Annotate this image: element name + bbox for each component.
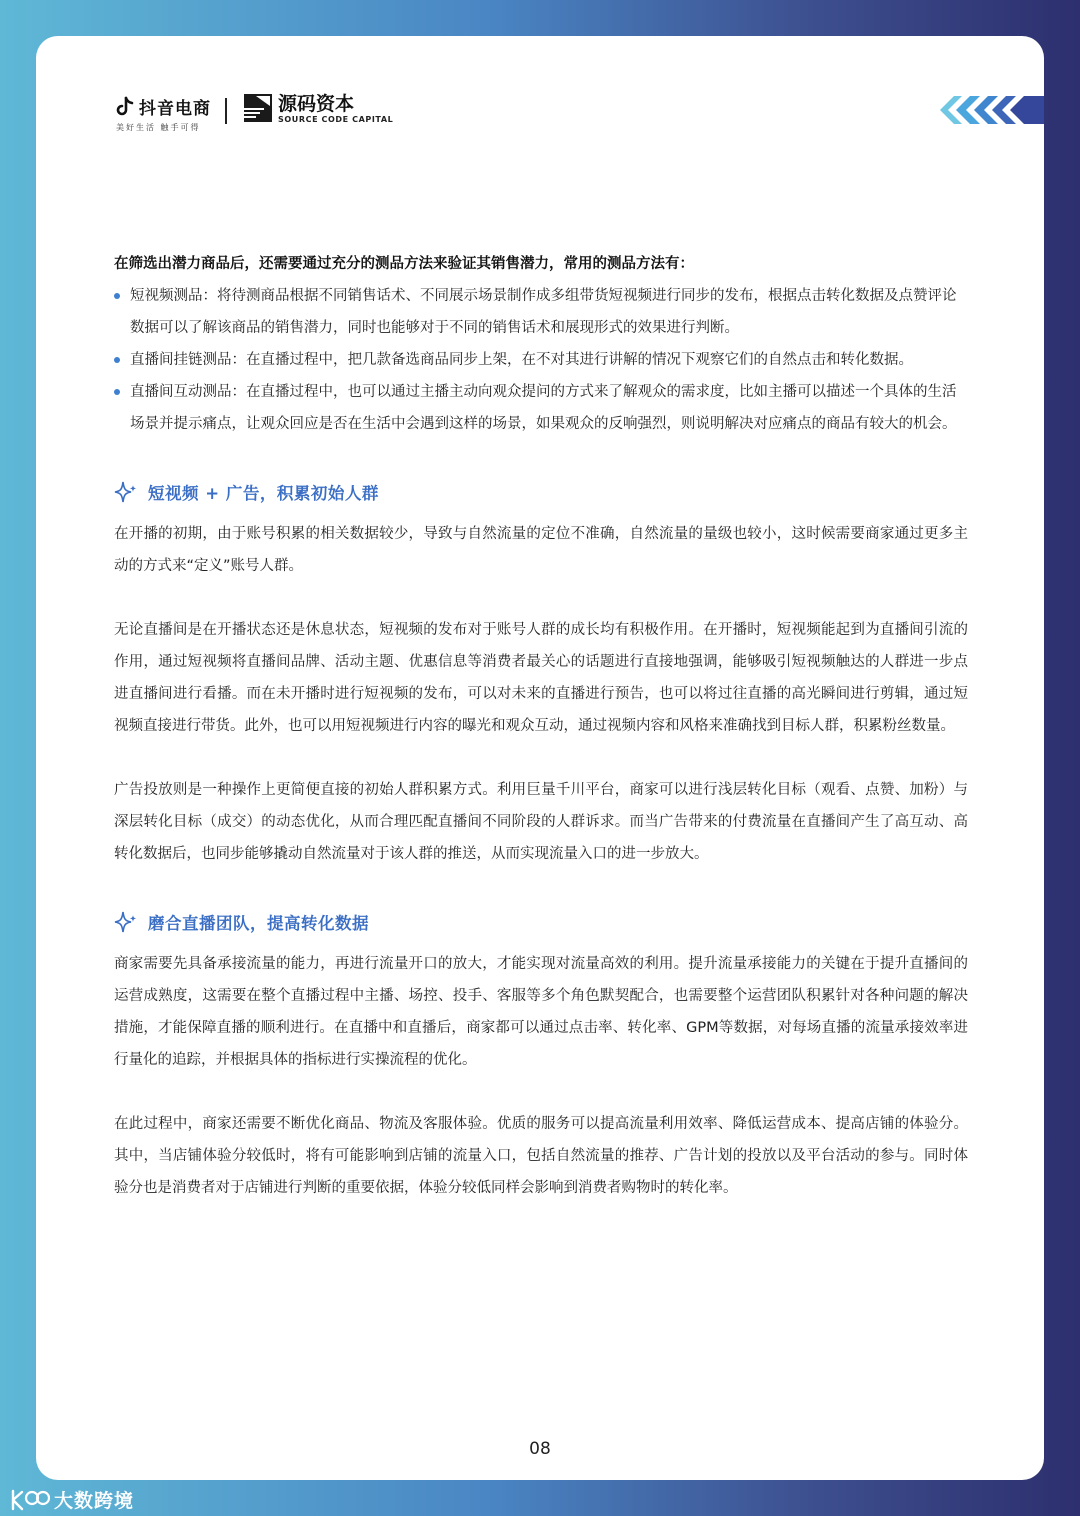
watermark: [10, 1486, 134, 1513]
paragraph: 在此过程中，商家还需要不断优化商品、物流及客服体验。优质的服务可以提高流量利用效率、降低运营成本、提高店铺的体验分。其中，当店铺体验分较低时，将有可能影响到店铺的流量入口，包括自然流量的推荐、广告计划的投放以及平台活动的参与。同时体验分也是消费者对于店铺进行判断的重要依据，体验分较低同样会影响到消费者购物时的转化率。: [114, 1116, 968, 1196]
brand-divider: [225, 98, 227, 124]
main-content: [114, 248, 968, 1204]
section-title: 短视频 + 广告，积累初始人群: [148, 484, 379, 503]
paragraph: 在开播的初期，由于账号积累的相关数据较少，导致与自然流量的定位不准确，自然流量的量级也较小，这时候需要商家通过更多主动的方式来“定义”账号人群。: [114, 526, 968, 574]
page-card: [36, 36, 1044, 1480]
section-heading: [114, 906, 968, 938]
sparkle-icon: [114, 481, 138, 503]
bullet-dot-icon: [114, 293, 120, 299]
douyin-ecommerce-logo: [114, 94, 211, 133]
douyin-note-icon: [114, 96, 136, 118]
section-title: 磨合直播团队，提高转化数据: [148, 914, 369, 933]
bullet-dot-icon: [114, 389, 120, 395]
method-list: [114, 280, 968, 440]
source-code-capital-logo: [242, 92, 393, 124]
list-item: 直播间互动测品：在直播过程中，也可以通过主播主动向观众提问的方式来了解观众的需求度，比如主播可以描述一个具体的生活场景并提示痛点，让观众回应是否在生活中会遇到这样的场景，如果观众的反响强烈，则说明解决对应痛点的商品有较大的机会。: [114, 376, 968, 440]
chevron-decoration-icon: [940, 96, 1044, 124]
paragraph: 商家需要先具备承接流量的能力，再进行流量开口的放大，才能实现对流量高效的利用。提升流量承接能力的关键在于提升直播间的运营成熟度，这需要在整个直播过程中主播、场控、投手、客服等多个角色默契配合，也需要整个运营团队积累针对各种问题的解决措施，才能保障直播的顺利进行。在直播中和直播后，商家都可以通过点击率、转化率、GPM等数据，对每场直播的流量承接效率进行量化的追踪，并根据具体的指标进行实操流程的优化。: [114, 956, 968, 1068]
bullet-dot-icon: [114, 357, 120, 363]
watermark-logo-icon: [10, 1489, 50, 1511]
source-code-mark-icon: [242, 92, 274, 124]
page-number: 08: [529, 1439, 551, 1459]
section-heading: [114, 476, 968, 508]
paragraph: 无论直播间是在开播状态还是休息状态，短视频的发布对于账号人群的成长均有积极作用。在开播时，短视频能起到为直播间引流的作用，通过短视频将直播间品牌、活动主题、优惠信息等消费者最关心的话题进行直接地强调，能够吸引短视频触达的人群进一步点进直播间进行看播。而在未开播时进行短视频的发布，可以对未来的直播进行预告，也可以将过往直播的高光瞬间进行剪辑，通过短视频直接进行带货。此外，也可以用短视频进行内容的曝光和观众互动，通过视频内容和风格来准确找到目标人群，积累粉丝数量。: [114, 622, 968, 734]
sparkle-icon: [114, 911, 138, 933]
source-code-brand-name: 源码资本: [278, 92, 355, 115]
paragraph: 广告投放则是一种操作上更简便直接的初始人群积累方式。利用巨量千川平台，商家可以进行浅层转化目标（观看、点赞、加粉）与深层转化目标（成交）的动态优化，从而合理匹配直播间不同阶段的人群诉求。而当广告带来的付费流量在直播间产生了高互动、高转化数据后，也同步能够撬动自然流量对于该人群的推送，从而实现流量入口的进一步放大。: [114, 782, 968, 862]
list-item: 短视频测品：将待测商品根据不同销售话术、不同展示场景制作成多组带货短视频进行同步的发布，根据点击转化数据及点赞评论数据可以了解该商品的销售潜力，同时也能够对于不同的销售话术和展现形式的效果进行判断。: [114, 280, 968, 344]
list-item: 直播间挂链测品：在直播过程中，把几款备选商品同步上架，在不对其进行讲解的情况下观察它们的自然点击和转化数据。: [114, 344, 968, 376]
watermark-text: 大数跨境: [54, 1490, 135, 1512]
douyin-slogan: 美好生活 触手可得: [116, 123, 201, 132]
intro-text: 在筛选出潜力商品后，还需要通过充分的测品方法来验证其销售潜力，常用的测品方法有：: [114, 256, 694, 272]
douyin-brand-name: 抖音电商: [139, 99, 211, 119]
source-code-brand-en: SOURCE CODE CAPITAL: [278, 114, 394, 124]
